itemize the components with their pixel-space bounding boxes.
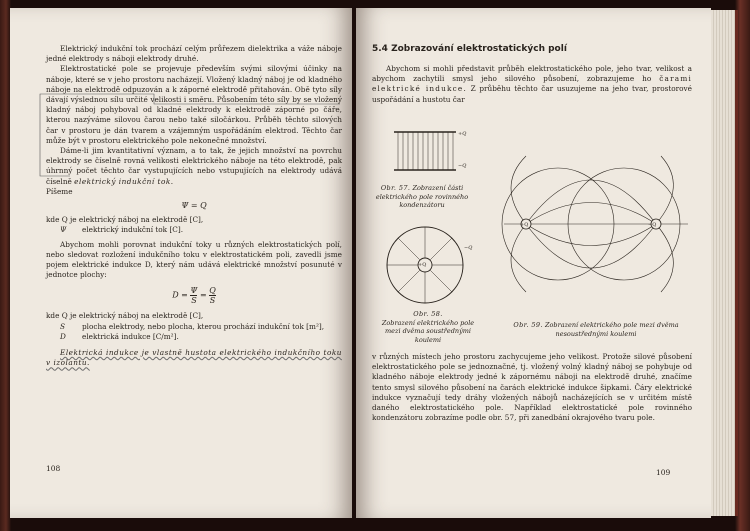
paragraph <box>372 64 692 105</box>
right-page <box>356 8 711 518</box>
figure-57-plate-capacitor <box>390 126 460 176</box>
italic-note: Elektrická indukce je vlastně hustota elektrického indukčního toku v izolantu. <box>46 348 342 368</box>
paragraph: Píšeme <box>46 186 73 196</box>
fig59-plus-label: +Q <box>520 222 529 228</box>
numerator: Q <box>209 286 216 296</box>
figure-59-caption <box>506 321 686 338</box>
fig57-minus-label: −Q <box>458 163 467 169</box>
fig58-plus-label: +Q <box>418 262 427 268</box>
page-number: 108 <box>46 464 61 473</box>
spaced-term: čarami elektrické indukce. <box>372 74 692 94</box>
definition-symbol: Ψ <box>60 225 67 235</box>
pencil-marks <box>10 8 352 518</box>
paragraph: Abychom mohli porovnat indukční toky u různých elektrostatických polí, nebo sledovat rozložení indukčního toku v elektrostatickém poli, zavedli jsme pojem elektrické indukce D, který nám udává elektrické množství posunuté v jednotce plochy: <box>46 239 342 280</box>
fig57-plus-label: +Q <box>458 131 467 137</box>
figure-caption-text: Zobrazení části elektrického pole rovinného kondenzátoru <box>375 184 469 209</box>
right-page-intro <box>372 64 692 105</box>
paragraph-text: Dáme-li jim kvantitativní význam, a to tak, že jejich množství na povrchu elektrody se číselně rovná velikosti elektrického náboje na této elektrodě, pak úhrnný počet těchto čar vystupujících nebo vstupujících na elektrody udává číselně <box>46 146 342 186</box>
figure-caption-text: Zobrazení elektrického pole mezi dvěma soustřednými koulemi <box>381 318 475 344</box>
page-edges <box>711 10 738 516</box>
right-page-body <box>372 352 692 423</box>
figure-label: Obr. 58. <box>413 310 443 318</box>
paragraph: v různých místech jeho prostoru zachycujeme jeho velikost. Protože silové působení elektrostatického pole se jednoznačné, tj. vložený volný kladný náboj se pohybuje od kladného náboje elektrody jedné k zápornému náboji na elektrodě druhé, značíme tento smysl silového působení na čarách elektrické indukce šipkami. Čáry elektrické indukce vyznačují tedy dráhy vložených nábojů nacházejících se v určitém místě daného elektrostatického pole. Například elektrostatické pole rovinného kondenzátoru zobrazíme podle obr. 57, při zanedbání okrajového tvaru pole. <box>372 352 692 423</box>
section-heading: 5.4 Zobrazování elektrostatických polí <box>372 44 567 54</box>
figure-caption-text: Zobrazení elektrického pole mezi dvěma nesoustřednými koulemi <box>545 321 679 338</box>
page-number: 109 <box>656 468 671 477</box>
definition-intro: kde Q je elektrický náboj na elektrodě [C], <box>46 215 204 225</box>
definition-symbol: S <box>60 321 65 331</box>
numerator: Ψ <box>190 286 198 296</box>
left-page <box>10 8 352 518</box>
definition-symbol: D <box>60 331 66 341</box>
paragraph: Elektrostatické pole se projevuje především svými silovými účinky na náboje, které se v jeho prostoru nacházejí. Vložený kladný náboj je od kladného náboje na elektrodě odpuzován a k záporné elektrodě přitahován. Obě tyto síly dávají výslednou sílu určité velikosti i směru. Působením této síly by se vložený kladný náboj pohyboval od kladné elektrody k elektrodě záporné po čáře, kterou nazýváme silovou čarou nebo také siločárkou. Průběh těchto silových čar v prostoru je dán tvarem a vzájemným uspořádáním elektrod. Těchto čar může být v prostoru elektrického pole nekonečné množství. <box>46 64 342 145</box>
formula-lhs: D = <box>172 290 188 300</box>
paragraph-text: Z průběhu těchto čar usuzujeme na jeho tvar, prostorové uspořádání a hustotu čar <box>372 84 692 104</box>
fig59-minus-label: −Q <box>648 222 657 228</box>
fig58-minus-label: −Q <box>464 245 473 251</box>
paragraph: Elektrický indukční tok prochází celým průřezem dielektrika a váže náboje jedné elektrody s náboji elektrody druhé. <box>46 44 342 64</box>
paragraph-text: Abychom si mohli představit průběh elektrostatického pole, jeho tvar, velikost a abychom zachytili smysl jeho silového působení, zobrazujeme ho <box>372 64 692 84</box>
definition-text: plocha elektrody, nebo plocha, kterou prochází indukční tok [m²], <box>82 321 325 331</box>
definition-text: elektrický indukční tok [C]. <box>82 225 184 235</box>
figure-label: Obr. 57. <box>380 184 411 192</box>
formula-flux: Ψ = Q <box>181 201 207 211</box>
denominator: S <box>209 296 216 306</box>
formula-equals: = <box>199 290 207 300</box>
denominator: S <box>191 296 197 306</box>
italic-term: elektrický indukční tok. <box>74 176 174 186</box>
figure-label: Obr. 59. <box>513 321 543 329</box>
definition-text: elektrická indukce [C/m²]. <box>82 331 179 341</box>
figure-57-caption <box>374 184 470 210</box>
figure-58-caption <box>378 310 478 344</box>
definition-intro: kde Q je elektrický náboj na elektrodě [C], <box>46 311 204 321</box>
